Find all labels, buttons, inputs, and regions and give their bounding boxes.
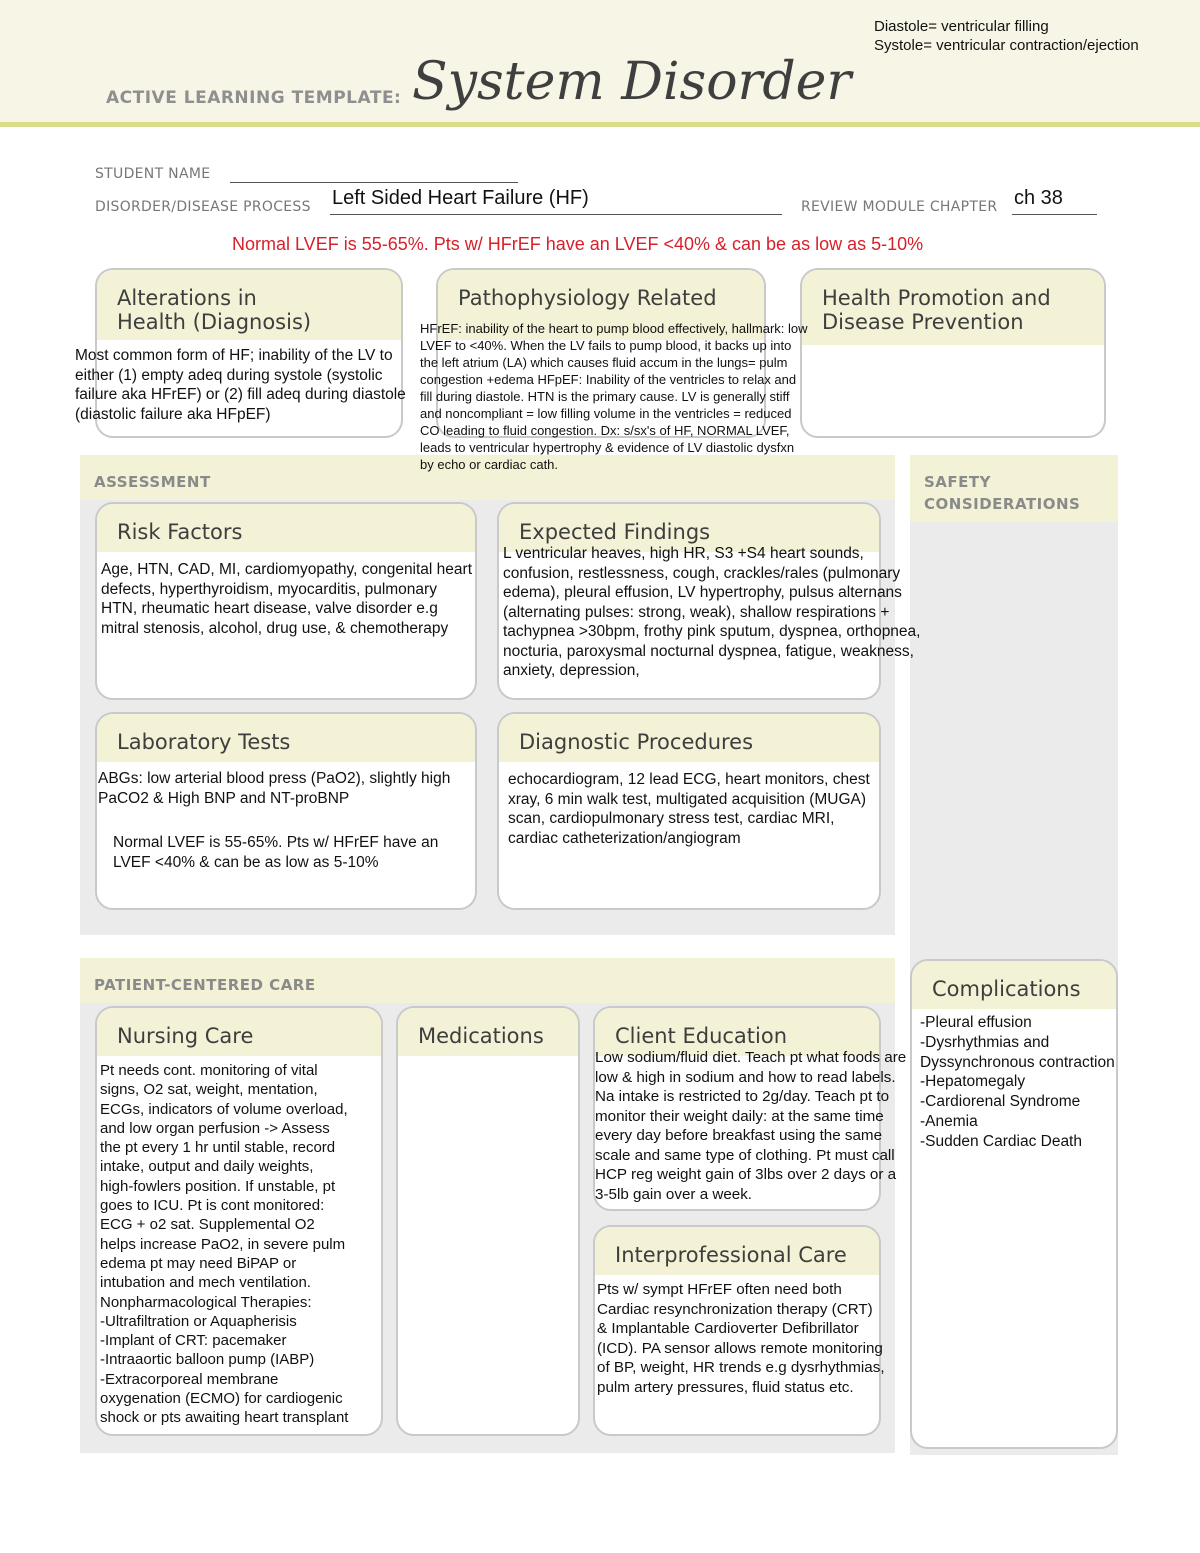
medications-title: Medications	[398, 1008, 578, 1056]
safety-heading: SAFETY CONSIDERATIONS	[910, 455, 1118, 522]
expected-findings-text: L ventricular heaves, high HR, S3 +S4 heart sounds, confusion, restlessness, cough, crackles/rales (pulmonary edema), pleural effusion, LV hypertrophy, pulsus alternans (alternating pulses: strong, weak), shallow respirations + tachypnea >30bpm, frothy pink sputum, dyspnea, orthopnea, nocturia, paroxysmal nocturnal dyspnea, fatigue, weakness, anxiety, depression,	[503, 545, 921, 679]
medications-box[interactable]	[396, 1006, 580, 1436]
risk-factors-text: Age, HTN, CAD, MI, cardiomyopathy, congenital heart defects, hyperthyroidism, myocarditis, pulmonary HTN, rheumatic heart disease, valve disorder e.g mitral stenosis, alcohol, drug use, & chemotherapy	[101, 561, 473, 637]
client-education-title: Client Education	[595, 1008, 879, 1056]
lvef-note: Normal LVEF is 55-65%. Pts w/ HFrEF have an LVEF <40% & can be as low as 5-10%	[232, 234, 924, 254]
nursing-care-title: Nursing Care	[97, 1008, 381, 1056]
client-education-text: Low sodium/fluid diet. Teach pt what foods are low & high in sodium and how to read labels. Na intake is restricted to 2g/day. Teach pt to monitor their weight daily: at the same time every day before breakfast using the same scale and same type of clothing. Pt must call HCP reg weight gain of 3lbs over 2 days or a 3-5lb gain over a week.	[595, 1049, 907, 1203]
chapter-label: REVIEW MODULE CHAPTER	[801, 199, 998, 215]
nursing-care-text: Pt needs cont. monitoring of vital signs, O2 sat, weight, mentation, ECGs, indicators of volume overload, and low organ perfusion -> Assess the pt every 1 hr until stable, record intake, output and daily weights, high-fowlers position. If unstable, pt goes to ICU. Pt is cont monitored: ECG + o2 sat. Supplemental O2 helps increase PaO2, in severe pulm edema pt may need BiPAP or intubation and mech ventilation. Nonpharmacological Therapies: -Ultrafiltration or Aquapherisis -Implant of CRT: pacemaker -Intraaortic balloon pump (IABP) -Extracorporeal membrane oxygenation (ECMO) for cardiogenic shock or pts awaiting heart transplant	[100, 1062, 349, 1427]
complication-item: Dyssynchronous contraction	[920, 1053, 1115, 1071]
laboratory-tests-text: ABGs: low arterial blood press (PaO2), slightly high PaCO2 & High BNP and NT-proBNP	[98, 770, 451, 807]
header-rule	[0, 122, 1200, 127]
complication-item: -Hepatomegaly	[920, 1073, 1026, 1091]
complications-list	[920, 1013, 1190, 1152]
complications-title: Complications	[912, 961, 1116, 1009]
laboratory-tests-box[interactable]	[95, 712, 477, 910]
interprofessional-care-title: Interprofessional Care	[595, 1227, 879, 1275]
complication-item: -Anemia	[920, 1112, 978, 1130]
template-title: System Disorder	[412, 52, 852, 112]
patient-care-heading: PATIENT-CENTERED CARE	[80, 958, 895, 1003]
diagnostic-procedures-text: echocardiogram, 12 lead ECG, heart monitors, chest xray, 6 min walk test, multigated acquisition (MUGA) scan, cardiopulmonary stress test, cardiac MRI, cardiac catheterization/angiogram	[508, 771, 870, 847]
interprofessional-care-text: Pts w/ sympt HFrEF often need both Cardiac resynchronization therapy (CRT) & Implantable Cardioverter Defibrillator (ICD). PA sensor allows remote monitoring of BP, weight, HR trends e.g dysrhythmias, pulm artery pressures, fluid status etc.	[597, 1281, 885, 1396]
student-name-field[interactable]	[230, 164, 518, 183]
pathophysiology-text: HFrEF: inability of the heart to pump blood effectively, hallmark: low LVEF to <40%. When the LV fails to pump blood, it backs up into the left atrium (LA) which causes fluid accum in the lungs= pulm congestion +edema HFpEF: Inability of the ventricles to relax and fill during diastole. HTN is the primary cause. LV is generally stiff and noncompliant = low filling volume in the ventricles = reduced CO leading to fluid congestion. Dx: s/sx's of HF, NORMAL LVEF, leads to ventricular hypertrophy & evidence of LV diastolic dysfxn by echo or cardiac cath.	[420, 321, 808, 472]
risk-factors-title: Risk Factors	[97, 504, 475, 552]
alterations-title: Alterations in Health (Diagnosis)	[97, 270, 401, 340]
laboratory-tests-title: Laboratory Tests	[97, 714, 475, 762]
health-promotion-title: Health Promotion and Disease Prevention	[802, 270, 1104, 345]
expected-findings-title: Expected Findings	[499, 504, 879, 552]
student-name-label: STUDENT NAME	[95, 166, 211, 182]
disorder-label: DISORDER/DISEASE PROCESS	[95, 199, 311, 215]
note-systole: Systole= ventricular contraction/ejection	[874, 37, 1139, 54]
health-promotion-box[interactable]	[800, 268, 1106, 438]
alterations-text: Most common form of HF; inability of the LV to either (1) empty adeq during systole (systolic failure aka HFrEF) or (2) fill adeq during diastole (diastolic failure aka HFpEF)	[75, 347, 406, 423]
pathophysiology-title: Pathophysiology Related	[438, 270, 764, 340]
complication-item: -Dysrhythmias and	[920, 1033, 1050, 1051]
complication-item: -Sudden Cardiac Death	[920, 1132, 1082, 1150]
laboratory-tests-note: Normal LVEF is 55-65%. Pts w/ HFrEF have an LVEF <40% & can be as low as 5-10%	[113, 834, 439, 871]
diagnostic-procedures-title: Diagnostic Procedures	[499, 714, 879, 762]
complication-item: -Cardiorenal Syndrome	[920, 1093, 1081, 1111]
disorder-value: Left Sided Heart Failure (HF)	[332, 187, 589, 209]
complication-item: -Pleural effusion	[920, 1014, 1032, 1031]
note-diastole: Diastole= ventricular filling	[874, 18, 1049, 35]
assessment-heading: ASSESSMENT	[80, 455, 895, 500]
template-label: ACTIVE LEARNING TEMPLATE:	[106, 88, 402, 108]
chapter-value: ch 38	[1014, 187, 1063, 209]
